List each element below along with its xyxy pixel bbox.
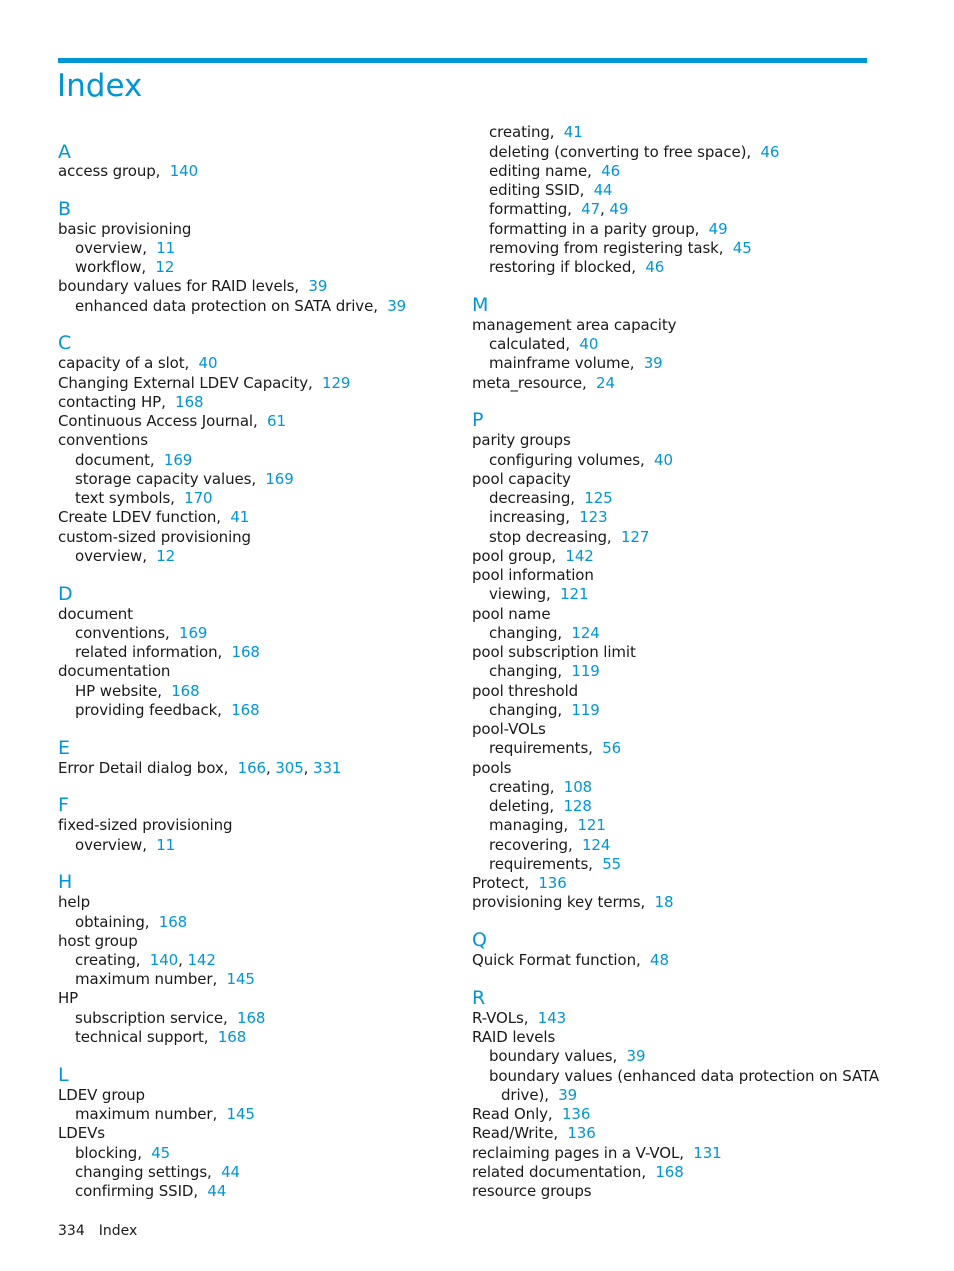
page-link[interactable]: 166 <box>237 759 266 777</box>
entry-term: HP website, <box>75 682 162 700</box>
index-entry <box>58 528 251 547</box>
entry-term: managing, <box>489 816 569 834</box>
index-subentry <box>75 913 187 932</box>
entry-term: editing name, <box>489 162 592 180</box>
page-link[interactable]: 168 <box>171 682 200 700</box>
index-subentry <box>489 701 600 720</box>
index-subentry <box>75 1105 255 1124</box>
page-link[interactable]: 40 <box>654 451 673 469</box>
index-subentry <box>489 797 592 816</box>
index-subentry <box>489 585 588 604</box>
entry-term: conventions, <box>75 624 170 642</box>
page-link[interactable]: 168 <box>231 643 260 661</box>
index-entry <box>472 566 594 585</box>
entry-term: stop decreasing, <box>489 528 612 546</box>
entry-term: custom-sized provisioning <box>58 528 251 546</box>
entry-term: mainframe volume, <box>489 354 635 372</box>
index-subentry <box>489 778 592 797</box>
page-link[interactable]: 11 <box>156 836 176 854</box>
entry-term: access group, <box>58 162 161 180</box>
index-entry <box>58 1124 105 1143</box>
index-letter-f: F <box>58 794 69 816</box>
entry-term: viewing, <box>489 585 551 603</box>
page-link[interactable]: 40 <box>579 335 599 353</box>
index-subentry <box>489 508 608 527</box>
page-link[interactable]: 124 <box>581 836 611 854</box>
page-link[interactable]: 41 <box>563 123 583 141</box>
entry-term: Read Only, <box>472 1105 553 1123</box>
entry-term: changing settings, <box>75 1163 212 1181</box>
entry-term: pool-VOLs <box>472 720 546 738</box>
entry-term: changing, <box>489 624 563 642</box>
page-link[interactable]: 168 <box>217 1028 247 1046</box>
index-entry <box>58 374 350 393</box>
entry-term: pool group, <box>472 547 557 565</box>
entry-term: technical support, <box>75 1028 209 1046</box>
index-subentry <box>489 489 613 508</box>
page-link[interactable]: 44 <box>221 1163 240 1181</box>
index-subentry <box>75 451 192 470</box>
entry-term: text symbols, <box>75 489 175 507</box>
index-subentry <box>489 220 728 239</box>
index-entry <box>472 893 673 912</box>
index-entry <box>472 1028 555 1047</box>
index-subentry <box>75 970 255 989</box>
page-link[interactable]: 12 <box>155 258 175 276</box>
page-link[interactable]: 143 <box>537 1009 567 1027</box>
entry-term: maximum number, <box>75 1105 218 1123</box>
index-entry <box>58 431 148 450</box>
entry-term: fixed-sized provisioning <box>58 816 233 834</box>
entry-term: contacting HP, <box>58 393 166 411</box>
entry-term: Continuous Access Journal, <box>58 412 258 430</box>
page-link[interactable]: 45 <box>732 239 752 257</box>
index-entry <box>472 374 615 393</box>
entry-term: documentation <box>58 662 171 680</box>
page-link[interactable]: 169 <box>265 470 294 488</box>
index-entry <box>58 605 133 624</box>
page-link[interactable]: 44 <box>207 1182 227 1200</box>
entry-term: document, <box>75 451 155 469</box>
page-link[interactable]: 169 <box>179 624 208 642</box>
footer-section: Index <box>98 1223 138 1239</box>
page-link[interactable]: 305 <box>275 759 304 777</box>
page-link[interactable]: 169 <box>163 451 193 469</box>
page-link[interactable]: 47 <box>581 200 601 218</box>
index-entry <box>472 1163 684 1182</box>
page-link[interactable]: 121 <box>560 585 589 603</box>
entry-term: pools <box>472 759 512 777</box>
index-subentry <box>75 297 406 316</box>
index-subentry <box>489 624 600 643</box>
index-entry <box>472 1144 722 1163</box>
index-subentry <box>489 816 606 835</box>
index-subentry <box>489 335 598 354</box>
index-subentry <box>489 239 752 258</box>
entry-term: provisioning key terms, <box>472 893 646 911</box>
page-link[interactable]: 145 <box>226 1105 255 1123</box>
page-link[interactable]: 119 <box>571 662 600 680</box>
index-entry <box>58 412 286 431</box>
page-link[interactable]: 39 <box>626 1047 646 1065</box>
entry-term: formatting in a parity group, <box>489 220 700 238</box>
entry-term: requirements, <box>489 739 593 757</box>
entry-term: resource groups <box>472 1182 592 1200</box>
page-footer <box>58 1222 137 1240</box>
index-entry <box>472 470 571 489</box>
index-entry <box>472 605 550 624</box>
entry-term: parity groups <box>472 431 571 449</box>
entry-term: document <box>58 605 133 623</box>
index-subentry <box>75 239 175 258</box>
page-link[interactable]: 136 <box>561 1105 591 1123</box>
entry-term: reclaiming pages in a V-VOL, <box>472 1144 684 1162</box>
entry-term: LDEVs <box>58 1124 105 1142</box>
entry-term: boundary values, <box>489 1047 618 1065</box>
index-entry: Error Detail dialog box, 166, 305, 331 <box>58 759 342 777</box>
entry-term: Changing External LDEV Capacity, <box>58 374 313 392</box>
index-letter-d: D <box>58 583 73 605</box>
entry-term: Protect, <box>472 874 530 892</box>
entry-term: formatting, <box>489 200 572 218</box>
index-subentry <box>75 682 200 701</box>
page-link[interactable]: 170 <box>184 489 213 507</box>
index-letter-m: M <box>472 294 489 316</box>
index-entry <box>472 720 546 739</box>
entry-term: increasing, <box>489 508 570 526</box>
entry-term: creating, <box>489 778 555 796</box>
entry-term: pool threshold <box>472 682 579 700</box>
page-link[interactable]: 46 <box>760 143 780 161</box>
page-link[interactable]: 49 <box>708 220 728 238</box>
page-link[interactable]: 131 <box>693 1144 722 1162</box>
entry-term: creating, <box>489 123 555 141</box>
page-link[interactable]: 136 <box>567 1124 596 1142</box>
index-entry <box>58 277 327 296</box>
page-link[interactable]: 55 <box>602 855 622 873</box>
index-subentry <box>75 1182 226 1201</box>
index-subentry <box>75 489 213 508</box>
index-letter-h: H <box>58 871 73 893</box>
index-entry <box>58 393 203 412</box>
page-link[interactable]: 123 <box>579 508 608 526</box>
index-entry <box>58 162 198 181</box>
index-entry <box>472 643 636 662</box>
entry-term: decreasing, <box>489 489 575 507</box>
index-subentry <box>489 662 600 681</box>
entry-term: related documentation, <box>472 1163 646 1181</box>
page-link[interactable]: 140 <box>149 951 179 969</box>
page-link[interactable]: 121 <box>577 816 606 834</box>
index-letter-q: Q <box>472 929 487 951</box>
entry-term: workflow, <box>75 258 147 276</box>
index-entry <box>472 951 669 970</box>
page-link[interactable]: 46 <box>601 162 621 180</box>
entry-term: pool name <box>472 605 551 623</box>
index-entry <box>58 816 232 835</box>
index-entry <box>472 1009 566 1028</box>
entry-term: calculated, <box>489 335 571 353</box>
index-subentry <box>489 836 610 855</box>
page-title: Index <box>57 68 143 104</box>
index-entry <box>58 220 191 239</box>
index-subentry <box>489 855 621 874</box>
page-link[interactable]: 142 <box>565 547 594 565</box>
page-link[interactable]: 46 <box>645 258 665 276</box>
entry-term: deleting, <box>489 797 555 815</box>
index-subentry <box>75 643 260 662</box>
page-link[interactable]: 331 <box>313 759 342 777</box>
index-entry <box>472 316 676 335</box>
entry-term: enhanced data protection on SATA drive, <box>75 297 378 315</box>
page-link[interactable]: 44 <box>593 181 613 199</box>
entry-term: Quick Format function, <box>472 951 641 969</box>
entry-term: meta_resource, <box>472 374 587 392</box>
index-subentry <box>489 354 663 373</box>
entry-term: providing feedback, <box>75 701 222 719</box>
index-entry <box>472 1105 590 1124</box>
entry-term: pool subscription limit <box>472 643 636 661</box>
entry-term: capacity of a slot, <box>58 354 190 372</box>
page-link[interactable]: 45 <box>151 1144 171 1162</box>
index-entry <box>472 1124 596 1143</box>
entry-term: basic provisioning <box>58 220 192 238</box>
entry-term: management area capacity <box>472 316 677 334</box>
page-link[interactable]: 40 <box>198 354 218 372</box>
index-entry <box>58 662 170 681</box>
entry-term: Read/Write, <box>472 1124 559 1142</box>
index-letter-e: E <box>58 737 71 759</box>
index-entry <box>472 759 511 778</box>
index-subentry <box>489 739 621 758</box>
index-subentry <box>489 1047 645 1066</box>
entry-term: Error Detail dialog box, <box>58 759 229 777</box>
header-rule <box>58 58 867 63</box>
page-link[interactable]: 145 <box>226 970 255 988</box>
entry-term: overview, <box>75 836 147 854</box>
index-subentry <box>75 1028 246 1047</box>
page-link[interactable]: 108 <box>563 778 593 796</box>
index-entry <box>58 1086 145 1105</box>
page-link[interactable]: 119 <box>571 701 600 719</box>
entry-term: obtaining, <box>75 913 150 931</box>
page-link[interactable]: 49 <box>609 200 629 218</box>
page-link[interactable]: 129 <box>322 374 351 392</box>
index-letter-l: L <box>58 1064 69 1086</box>
entry-term: drive), <box>501 1086 549 1104</box>
index-subentry <box>75 836 175 855</box>
index-subentry <box>501 1086 577 1105</box>
entry-term: overview, <box>75 547 147 565</box>
index-letter-c: C <box>58 332 72 354</box>
page-link[interactable]: 140 <box>169 162 199 180</box>
page-link[interactable]: 168 <box>231 701 260 719</box>
index-entry <box>472 1182 592 1201</box>
index-entry <box>58 932 138 951</box>
page-link[interactable]: 168 <box>655 1163 684 1181</box>
index-subentry <box>75 1009 265 1028</box>
index-entry <box>58 354 217 373</box>
index-entry <box>472 547 594 566</box>
entry-term: LDEV group <box>58 1086 145 1104</box>
index-subentry <box>489 181 612 200</box>
page-link[interactable]: 168 <box>237 1009 266 1027</box>
entry-term: configuring volumes, <box>489 451 645 469</box>
index-entry <box>58 508 249 527</box>
entry-term: requirements, <box>489 855 593 873</box>
page-link[interactable]: 11 <box>156 239 176 257</box>
entry-term: conventions <box>58 431 148 449</box>
index-subentry <box>75 1163 240 1182</box>
entry-term: R-VOLs, <box>472 1009 529 1027</box>
entry-term: boundary values for RAID levels, <box>58 277 300 295</box>
entry-term: pool information <box>472 566 594 584</box>
page-link[interactable]: 39 <box>643 354 663 372</box>
entry-term: boundary values (enhanced data protection on SATA <box>489 1067 880 1085</box>
index-letter-p: P <box>472 409 484 431</box>
entry-term: removing from registering task, <box>489 239 724 257</box>
page-link[interactable]: 39 <box>387 297 407 315</box>
entry-term: changing, <box>489 701 563 719</box>
entry-term: pool capacity <box>472 470 571 488</box>
page-link[interactable]: 124 <box>571 624 600 642</box>
page-link[interactable]: 125 <box>584 489 613 507</box>
entry-term: recovering, <box>489 836 573 854</box>
page-link[interactable]: 48 <box>650 951 669 969</box>
index-subentry <box>489 162 620 181</box>
page-link[interactable]: 18 <box>654 893 674 911</box>
index-subentry: creating, 140, 142 <box>75 951 216 969</box>
index-subentry <box>75 547 175 566</box>
entry-term: creating, <box>75 951 141 969</box>
index-subentry <box>489 1067 879 1086</box>
entry-term: host group <box>58 932 138 950</box>
entry-term: related information, <box>75 643 223 661</box>
page-link[interactable]: 24 <box>596 374 615 392</box>
index-subentry <box>75 701 260 720</box>
page-link[interactable]: 61 <box>267 412 286 430</box>
index-entry <box>472 682 578 701</box>
page-link[interactable]: 41 <box>230 508 250 526</box>
index-letter-a: A <box>58 141 71 163</box>
index-entry <box>472 874 567 893</box>
page-link[interactable]: 12 <box>156 547 176 565</box>
index-subentry <box>75 624 207 643</box>
entry-term: Create LDEV function, <box>58 508 221 526</box>
page-link[interactable]: 128 <box>563 797 592 815</box>
page-number: 334 <box>58 1223 85 1239</box>
page-link[interactable]: 168 <box>175 393 204 411</box>
entry-term: restoring if blocked, <box>489 258 636 276</box>
entry-term: subscription service, <box>75 1009 228 1027</box>
entry-term: maximum number, <box>75 970 218 988</box>
page-link[interactable]: 168 <box>158 913 188 931</box>
page-link[interactable]: 136 <box>538 874 567 892</box>
index-subentry: formatting, 47, 49 <box>489 200 629 218</box>
page-link[interactable]: 142 <box>187 951 216 969</box>
index-subentry <box>489 258 664 277</box>
entry-term: confirming SSID, <box>75 1182 199 1200</box>
index-subentry <box>489 451 673 470</box>
entry-term: HP <box>58 989 79 1007</box>
page-link[interactable]: 127 <box>620 528 650 546</box>
index-letter-b: B <box>58 198 72 220</box>
page-link[interactable]: 39 <box>558 1086 578 1104</box>
index-letter-r: R <box>472 987 486 1009</box>
index-subentry <box>489 143 779 162</box>
index-entry <box>58 989 78 1008</box>
entry-term: deleting (converting to free space), <box>489 143 752 161</box>
entry-term: help <box>58 893 91 911</box>
entry-term: changing, <box>489 662 563 680</box>
entry-term: overview, <box>75 239 147 257</box>
index-subentry <box>75 470 294 489</box>
index-subentry <box>75 258 174 277</box>
entry-term: RAID levels <box>472 1028 556 1046</box>
page-link[interactable]: 39 <box>308 277 328 295</box>
page-link[interactable]: 56 <box>602 739 622 757</box>
entry-term: storage capacity values, <box>75 470 256 488</box>
entry-term: blocking, <box>75 1144 142 1162</box>
index-entry <box>472 431 571 450</box>
index-entry <box>58 893 90 912</box>
entry-term: editing SSID, <box>489 181 585 199</box>
index-subentry <box>75 1144 170 1163</box>
index-subentry <box>489 123 583 142</box>
index-subentry <box>489 528 649 547</box>
